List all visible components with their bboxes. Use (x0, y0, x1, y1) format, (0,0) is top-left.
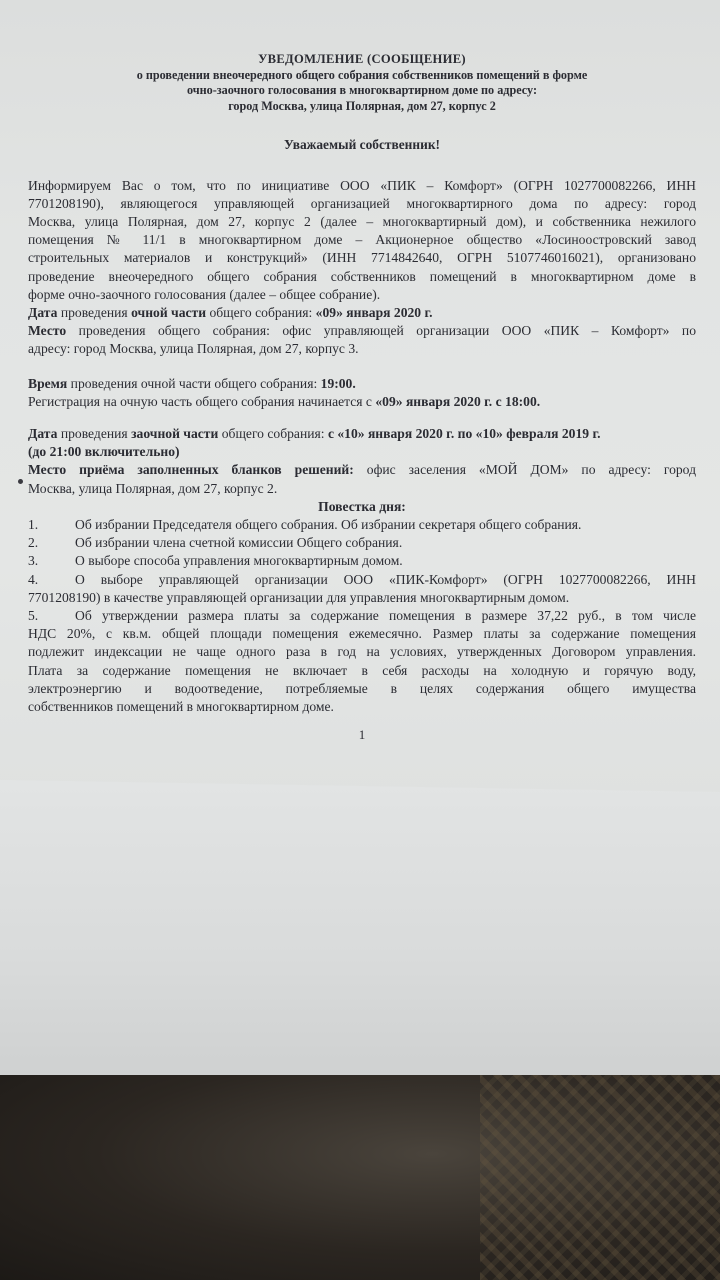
item-line: собственников помещений в многоквартирном доме. (28, 699, 334, 715)
intro-line: форме очно-заочного голосования (далее – общее собрание). (28, 286, 381, 302)
in-person-time (28, 375, 696, 393)
intro-line: помещения № 11/1 в многоквартирном доме – Акционерное общество «Лосиноостровский завод (28, 232, 696, 248)
text: проведения (57, 305, 132, 320)
label: Дата (28, 426, 58, 442)
item-text: Об избрании члена счетной комиссии Общего собрания. (75, 535, 403, 551)
text: проведения общего собрания: офис управляющей организации ООО «ПИК – Комфорт» по (66, 323, 696, 339)
document-subtitle-line-3: очно-заочного голосования в многоквартирном доме по адресу: (186, 83, 538, 98)
item-text: Об избрании Председателя общего собрания. Об избрании секретаря общего собрания. (75, 517, 582, 533)
agenda-title-text: Повестка дня: (318, 498, 406, 514)
item-line: НДС 20%, с кв.м. общей площади помещения ежемесячно. Размер платы за содержание помещения (28, 626, 696, 642)
item-text: Об утверждении размера платы за содержание помещения в размере 37,22 руб., в том числе (75, 608, 696, 624)
document-body (28, 52, 696, 744)
item-line: 7701208190) в качестве управляющей организации для управления многоквартирным домом. (28, 589, 570, 605)
intro-paragraph (28, 177, 696, 304)
agenda-item (28, 516, 696, 534)
intro-line: строительных материалов и конструкций» (ИНН 7714842640, ОГРН 5107746016021), организовано (28, 250, 696, 266)
item-line: Плата за содержание помещения не включает в себя расходы на холодную и горячую воду, (28, 662, 696, 678)
agenda-list (28, 516, 696, 716)
patterned-background (480, 1070, 720, 1280)
agenda-item (28, 571, 696, 607)
item-line: электроэнергию и водоотведение, потребляемые в целях содержания общего имущества (28, 680, 696, 696)
item-line: подлежит индексации не чаще одного раза в год на условиях, утвержденных Договором управления. (28, 644, 696, 660)
label: Место (28, 323, 67, 339)
lower-paper-sheet (0, 780, 720, 1075)
document-subtitle-line-4: город Москва, улица Полярная, дом 27, корпус 2 (228, 98, 496, 113)
time-value: 19:00. (320, 375, 356, 391)
text: заочной части (131, 426, 219, 442)
item-number: 4. (28, 571, 39, 587)
text: Регистрация на очную часть общего собрания начинается с (28, 393, 376, 409)
intro-line: Москва, улица Полярная, дом 27, корпус 2 (далее – многоквартирный дом), и собственника нежилого (28, 213, 696, 229)
text: общего собрания: (218, 426, 328, 442)
date-value: с «10» января 2020 г. по «10» февраля 2019 г. (327, 426, 601, 442)
item-number: 1. (28, 517, 39, 533)
agenda-item (28, 534, 696, 552)
absentee-until (28, 443, 696, 461)
absentee-place-line-2: Москва, улица Полярная, дом 27, корпус 2. (28, 480, 278, 496)
label: Время (28, 375, 68, 391)
item-number: 3. (28, 553, 39, 569)
in-person-place-line-2: адресу: город Москва, улица Полярная, дом 27, корпус 3. (28, 341, 359, 357)
document-subtitle-line-2: о проведении внеочередного общего собрания собственников помещений в форме (136, 67, 588, 82)
absentee-place (28, 461, 696, 479)
greeting: Уважаемый собственник! (284, 137, 440, 153)
label: Место приёма заполненных бланков решений: (28, 462, 354, 478)
item-number: 2. (28, 535, 39, 551)
ink-dot (18, 479, 23, 484)
label: Дата (28, 305, 58, 320)
until-value: (до 21:00 включительно) (28, 444, 180, 460)
intro-line: Информируем Вас о том, что по инициативе ООО «ПИК – Комфорт» (ОГРН 1027700082266, ИНН (28, 177, 696, 193)
item-number: 5. (28, 608, 39, 624)
in-person-place (28, 322, 696, 340)
agenda-item (28, 607, 696, 716)
intro-line: проведение внеочередного общего собрания собственников помещений в многоквартирном доме в (28, 268, 696, 284)
text: проведения (57, 426, 132, 442)
intro-line: 7701208190), являющегося управляющей организацией многоквартирного дома по адресу: город (28, 195, 696, 211)
date-value: «09» января 2020 г. (315, 305, 433, 320)
text: проведения очной части общего собрания: (67, 375, 321, 391)
item-text: О выборе управляющей организации ООО «ПИК-Комфорт» (ОГРН 1027700082266, ИНН (75, 571, 696, 587)
in-person-date (28, 304, 696, 322)
item-text: О выборе способа управления многоквартирным домом. (75, 553, 403, 569)
text: очной части (131, 305, 207, 320)
text: офис заселения «МОЙ ДОМ» по адресу: город (353, 462, 696, 478)
registration-value: «09» января 2020 г. с 18:00. (375, 393, 541, 409)
absentee-date (28, 425, 696, 443)
document-title: УВЕДОМЛЕНИЕ (СООБЩЕНИЕ) (258, 52, 466, 66)
item-line (28, 571, 696, 589)
agenda-item (28, 552, 696, 570)
agenda-title (28, 498, 696, 516)
item-line (28, 607, 696, 625)
registration-line (28, 393, 696, 411)
page-number: 1 (358, 727, 366, 743)
text: общего собрания: (206, 305, 316, 320)
